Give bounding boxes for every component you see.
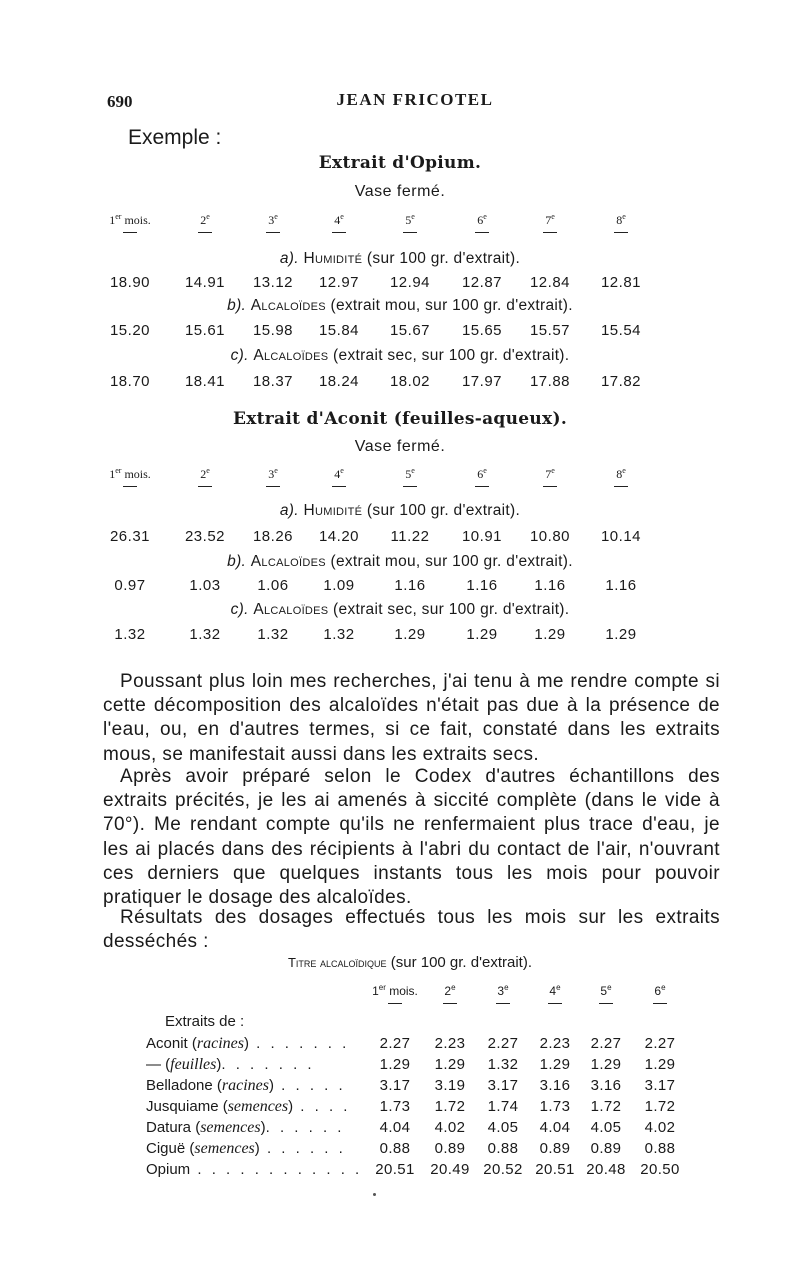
table3-month-header (0, 983, 800, 1013)
value-cell: 1.16 (394, 577, 426, 594)
column-rule (543, 486, 557, 487)
table3-group-label: Extraits de : (165, 1013, 245, 1030)
month-number: 6 (477, 467, 484, 481)
value-cell: 2.27 (590, 1035, 622, 1052)
month-number: 3 (268, 213, 275, 227)
column-rule (388, 1003, 402, 1004)
column-rule (266, 486, 280, 487)
column-rule (599, 1003, 613, 1004)
value-cell: 1.74 (487, 1098, 519, 1115)
leader-dots: . . . . . . (265, 1119, 345, 1136)
table1-section-b-caption (0, 297, 800, 315)
value-cell: 1.32 (114, 626, 146, 643)
month-number: 1 (109, 467, 116, 481)
table2-month-header (109, 466, 678, 488)
month-number: 1 (109, 213, 116, 227)
row-label (146, 1098, 366, 1116)
running-title: JEAN FRICOTEL (336, 90, 494, 109)
table1-month-header (109, 212, 678, 234)
row-label (146, 1035, 366, 1053)
paragraph-2: Après avoir préparé selon le Codex d'autres échantillons des extraits précités, je les ai amenés à siccité complète (dans le vide à 70°). Me rendant compte qu'ils ne renfermaient plus trace d'eau, je les ai placés dans des récipients à l'abri du contact de l'air, n'ouvrant ces derniers que quelques instants tous les mois pour pouvoir pratiquer le dosage des alcaloïdes. (103, 766, 720, 909)
leader-dots: . . . . . . . (221, 1056, 315, 1073)
value-cell: 4.04 (539, 1119, 571, 1136)
value-cell: 2.27 (644, 1035, 676, 1052)
section-name: Alcaloïdes (253, 601, 329, 618)
month-word: mois. (385, 984, 418, 998)
month-suffix: e (504, 983, 509, 992)
value-cell: 15.54 (600, 322, 642, 339)
extract-name: Belladone ( (146, 1077, 222, 1094)
extract-close: ) (216, 1056, 222, 1073)
value-cell: 0.89 (590, 1140, 622, 1157)
extract-part: semences (200, 1119, 261, 1136)
extract-close: ) (254, 1140, 260, 1157)
value-cell: 1.09 (323, 577, 355, 594)
value-cell: 1.29 (590, 1056, 622, 1073)
column-rule (332, 486, 346, 487)
month-number: 2 (200, 467, 207, 481)
value-cell: 3.16 (590, 1077, 622, 1094)
month-suffix: e (340, 212, 344, 221)
value-cell: 3.16 (539, 1077, 571, 1094)
value-cell: 2.23 (434, 1035, 466, 1052)
month-suffix: er (378, 983, 386, 992)
value-cell: 1.73 (539, 1098, 571, 1115)
leader-dots: . . . . (293, 1098, 351, 1115)
section-rest: (extrait sec, sur 100 gr. d'extrait). (328, 601, 570, 618)
value-cell: 12.97 (318, 274, 360, 291)
month-label-4 (299, 212, 379, 228)
value-cell: 17.82 (600, 373, 642, 390)
value-cell: 13.12 (252, 274, 294, 291)
value-cell: 11.22 (390, 528, 430, 545)
extract-close: ) (260, 1119, 266, 1136)
section-letter: c). (230, 347, 254, 364)
month-suffix: e (274, 212, 278, 221)
value-cell: 15.61 (184, 322, 226, 339)
month-suffix: e (206, 212, 210, 221)
table3-row (0, 1056, 800, 1077)
month-label-8 (581, 212, 661, 228)
column-rule (653, 1003, 667, 1004)
table1-alkaloids-dry-row (109, 373, 678, 395)
value-cell: 1.29 (466, 626, 498, 643)
value-cell: 20.50 (640, 1161, 680, 1178)
value-cell: 4.02 (644, 1119, 676, 1136)
value-cell: 10.14 (600, 528, 642, 545)
column-rule (403, 232, 417, 233)
extract-name: Jusquiame ( (146, 1098, 228, 1115)
value-cell: 0.89 (539, 1140, 571, 1157)
month-label-8 (581, 466, 661, 482)
value-cell: 15.20 (109, 322, 151, 339)
value-cell: 12.81 (600, 274, 642, 291)
month-number: 5 (405, 467, 412, 481)
print-speck (373, 1193, 376, 1196)
month-number: 5 (600, 984, 608, 998)
month-suffix: e (411, 466, 415, 475)
value-cell: 4.04 (379, 1119, 411, 1136)
column-rule (543, 232, 557, 233)
month-number: 7 (545, 213, 552, 227)
section-rest: (extrait mou, sur 100 gr. d'extrait). (325, 553, 573, 570)
month-label-5 (576, 983, 636, 998)
leader-dots: . . . . . (274, 1077, 346, 1094)
table3-title-smallcaps: Titre alcaloïdique (287, 955, 387, 970)
value-cell: 1.72 (590, 1098, 622, 1115)
value-cell: 1.06 (257, 577, 289, 594)
month-number: 7 (545, 467, 552, 481)
value-cell: 14.91 (184, 274, 226, 291)
value-cell: 2.27 (379, 1035, 411, 1052)
table3-title-rest: (sur 100 gr. d'extrait). (386, 954, 532, 971)
month-label-7 (510, 212, 590, 228)
value-cell: 1.29 (605, 626, 637, 643)
value-cell: 14.20 (318, 528, 360, 545)
section-name: Humidité (303, 502, 363, 519)
value-cell: 1.32 (487, 1056, 519, 1073)
value-cell: 1.32 (257, 626, 289, 643)
value-cell: 1.72 (644, 1098, 676, 1115)
value-cell: 1.16 (466, 577, 498, 594)
value-cell: 10.80 (529, 528, 571, 545)
table2-section-a-caption (0, 502, 800, 520)
row-label (146, 1161, 366, 1179)
table1-title: Extrait d'Opium. (318, 153, 482, 173)
value-cell: 12.84 (529, 274, 571, 291)
month-suffix: e (661, 983, 666, 992)
month-suffix: er (115, 212, 122, 221)
table3-row (0, 1035, 800, 1056)
row-label (146, 1140, 366, 1158)
table2-alkaloids-soft-row (114, 577, 678, 599)
column-rule (475, 232, 489, 233)
value-cell: 2.23 (539, 1035, 571, 1052)
value-cell: 18.24 (318, 373, 360, 390)
value-cell: 1.03 (189, 577, 221, 594)
value-cell: 15.84 (318, 322, 360, 339)
section-name: Humidité (303, 250, 363, 267)
value-cell: 0.88 (644, 1140, 676, 1157)
table2-section-c-caption (0, 601, 800, 619)
table3-title (0, 954, 800, 971)
extract-name: Aconit ( (146, 1035, 197, 1052)
table2-title: Extrait d'Aconit (feuilles-aqueux). (232, 409, 568, 429)
month-suffix: e (622, 212, 626, 221)
month-label-4 (299, 466, 379, 482)
value-cell: 0.97 (114, 577, 146, 594)
table1-humidity-row (109, 274, 678, 296)
value-cell: 20.51 (535, 1161, 575, 1178)
month-label-1 (90, 212, 170, 228)
value-cell: 0.89 (434, 1140, 466, 1157)
section-name: Alcaloïdes (253, 347, 329, 364)
section-rest: (sur 100 gr. d'extrait). (362, 502, 521, 519)
value-cell: 1.32 (323, 626, 355, 643)
table3-row (0, 1098, 800, 1119)
value-cell: 12.87 (461, 274, 503, 291)
value-cell: 26.31 (109, 528, 151, 545)
value-cell: 1.29 (539, 1056, 571, 1073)
table1-alkaloids-soft-row (109, 322, 678, 344)
month-suffix: e (411, 212, 415, 221)
value-cell: 0.88 (487, 1140, 519, 1157)
leader-dots: . . . . . . (259, 1140, 346, 1157)
value-cell: 20.51 (375, 1161, 415, 1178)
month-label-2 (420, 983, 480, 998)
table3-row (0, 1077, 800, 1098)
value-cell: 18.02 (389, 373, 431, 390)
value-cell: 1.16 (605, 577, 637, 594)
month-number: 2 (444, 984, 452, 998)
value-cell: 1.32 (189, 626, 221, 643)
month-suffix: e (551, 212, 555, 221)
section-rest: (extrait mou, sur 100 gr. d'extrait). (325, 297, 573, 314)
value-cell: 17.88 (529, 373, 571, 390)
month-suffix: e (274, 466, 278, 475)
leader-dots: . . . . . . . . . . . . (190, 1161, 363, 1178)
column-rule (198, 232, 212, 233)
table2-alkaloids-dry-row (114, 626, 678, 648)
month-label-7 (510, 466, 590, 482)
table2-humidity-row (109, 528, 678, 550)
value-cell: 17.97 (461, 373, 503, 390)
table2-subtitle: Vase fermé. (354, 438, 446, 455)
value-cell: 1.29 (434, 1056, 466, 1073)
month-label-5 (370, 466, 450, 482)
value-cell: 20.52 (483, 1161, 523, 1178)
column-rule (614, 486, 628, 487)
section-letter: b). (227, 553, 251, 570)
column-rule (332, 232, 346, 233)
value-cell: 3.19 (434, 1077, 466, 1094)
section-name: Alcaloïdes (250, 553, 326, 570)
month-suffix: e (206, 466, 210, 475)
month-word: mois. (121, 213, 151, 227)
value-cell: 18.37 (252, 373, 294, 390)
row-label (146, 1077, 366, 1095)
extract-name: Ciguë ( (146, 1140, 195, 1157)
value-cell: 18.26 (252, 528, 294, 545)
section-letter: a). (279, 250, 304, 267)
extract-close: ) (288, 1098, 294, 1115)
month-suffix: e (622, 466, 626, 475)
month-suffix: er (115, 466, 122, 475)
row-label (146, 1119, 366, 1137)
value-cell: 23.52 (184, 528, 226, 545)
value-cell: 1.29 (394, 626, 426, 643)
example-label: Exemple : (128, 126, 222, 149)
value-cell: 4.05 (487, 1119, 519, 1136)
column-rule (123, 486, 137, 487)
month-suffix: e (551, 466, 555, 475)
value-cell: 15.67 (389, 322, 431, 339)
paragraph-3: Résultats des dosages effectués tous les mois sur les extraits desséchés : (103, 907, 720, 953)
month-number: 4 (334, 213, 341, 227)
month-label-1 (90, 466, 170, 482)
value-cell: 1.73 (379, 1098, 411, 1115)
month-number: 8 (616, 213, 623, 227)
value-cell: 1.29 (534, 626, 566, 643)
month-suffix: e (340, 466, 344, 475)
table3-row (0, 1161, 800, 1182)
month-number: 6 (654, 984, 662, 998)
section-rest: (sur 100 gr. d'extrait). (362, 250, 521, 267)
table2-section-b-caption (0, 553, 800, 571)
extract-part: semences (194, 1140, 255, 1157)
value-cell: 12.94 (389, 274, 431, 291)
value-cell: 15.65 (461, 322, 503, 339)
table1-subtitle: Vase fermé. (354, 183, 446, 200)
value-cell: 3.17 (487, 1077, 519, 1094)
table1-section-a-caption (0, 250, 800, 268)
row-label (146, 1056, 366, 1074)
extract-part: racines (196, 1035, 244, 1052)
column-rule (496, 1003, 510, 1004)
section-rest: (extrait sec, sur 100 gr. d'extrait). (328, 347, 570, 364)
month-number: 4 (549, 984, 557, 998)
month-label-1 (365, 983, 425, 998)
extract-name: Datura ( (146, 1119, 201, 1136)
column-rule (198, 486, 212, 487)
value-cell: 0.88 (379, 1140, 411, 1157)
value-cell: 1.29 (379, 1056, 411, 1073)
column-rule (548, 1003, 562, 1004)
column-rule (266, 232, 280, 233)
month-number: 6 (477, 213, 484, 227)
table3-row (0, 1140, 800, 1161)
section-letter: c). (230, 601, 254, 618)
value-cell: 15.98 (252, 322, 294, 339)
value-cell: 18.70 (109, 373, 151, 390)
column-rule (403, 486, 417, 487)
extract-close: ) (269, 1077, 274, 1094)
month-label-3 (473, 983, 533, 998)
month-number: 8 (616, 467, 623, 481)
month-suffix: e (483, 466, 487, 475)
column-rule (614, 232, 628, 233)
month-suffix: e (556, 983, 561, 992)
month-number: 1 (372, 984, 379, 998)
extract-part: semences (227, 1098, 289, 1115)
value-cell: 3.17 (644, 1077, 676, 1094)
month-number: 3 (497, 984, 505, 998)
section-name: Alcaloïdes (250, 297, 326, 314)
column-rule (123, 232, 137, 233)
section-letter: a). (279, 502, 304, 519)
column-rule (443, 1003, 457, 1004)
table3-row (0, 1119, 800, 1140)
paragraph-1: Poussant plus loin mes recherches, j'ai tenu à me rendre compte si cette décomposition des alcaloïdes n'était pas due à la présence de l'eau, ou, en d'autres termes, si ce fait, constaté dans les extraits mous, se manifestait aussi dans les extraits secs. (103, 671, 720, 765)
value-cell: 4.05 (590, 1119, 622, 1136)
table1-section-c-caption (0, 347, 800, 365)
extract-part: feuilles (170, 1056, 217, 1073)
month-label-5 (370, 212, 450, 228)
value-cell: 15.57 (529, 322, 571, 339)
column-rule (475, 486, 489, 487)
value-cell: 2.27 (487, 1035, 519, 1052)
extract-name: Opium (146, 1161, 191, 1178)
value-cell: 18.90 (109, 274, 151, 291)
value-cell: 3.17 (379, 1077, 411, 1094)
value-cell: 18.41 (184, 373, 226, 390)
value-cell: 10.91 (461, 528, 503, 545)
month-number: 4 (334, 467, 341, 481)
month-suffix: e (451, 983, 456, 992)
leader-dots: . . . . . . . (248, 1035, 350, 1052)
value-cell: 1.72 (434, 1098, 466, 1115)
extract-name: — ( (146, 1056, 171, 1073)
month-number: 2 (200, 213, 207, 227)
month-suffix: e (483, 212, 487, 221)
page-number: 690 (107, 92, 133, 111)
month-number: 3 (268, 467, 275, 481)
section-letter: b). (227, 297, 251, 314)
month-number: 5 (405, 213, 412, 227)
value-cell: 1.29 (644, 1056, 676, 1073)
value-cell: 1.16 (534, 577, 566, 594)
month-suffix: e (607, 983, 612, 992)
extract-close: ) (243, 1035, 249, 1052)
month-label-6 (630, 983, 690, 998)
value-cell: 20.48 (586, 1161, 626, 1178)
value-cell: 4.02 (434, 1119, 466, 1136)
value-cell: 20.49 (430, 1161, 470, 1178)
extract-part: racines (221, 1077, 269, 1094)
month-word: mois. (121, 467, 151, 481)
